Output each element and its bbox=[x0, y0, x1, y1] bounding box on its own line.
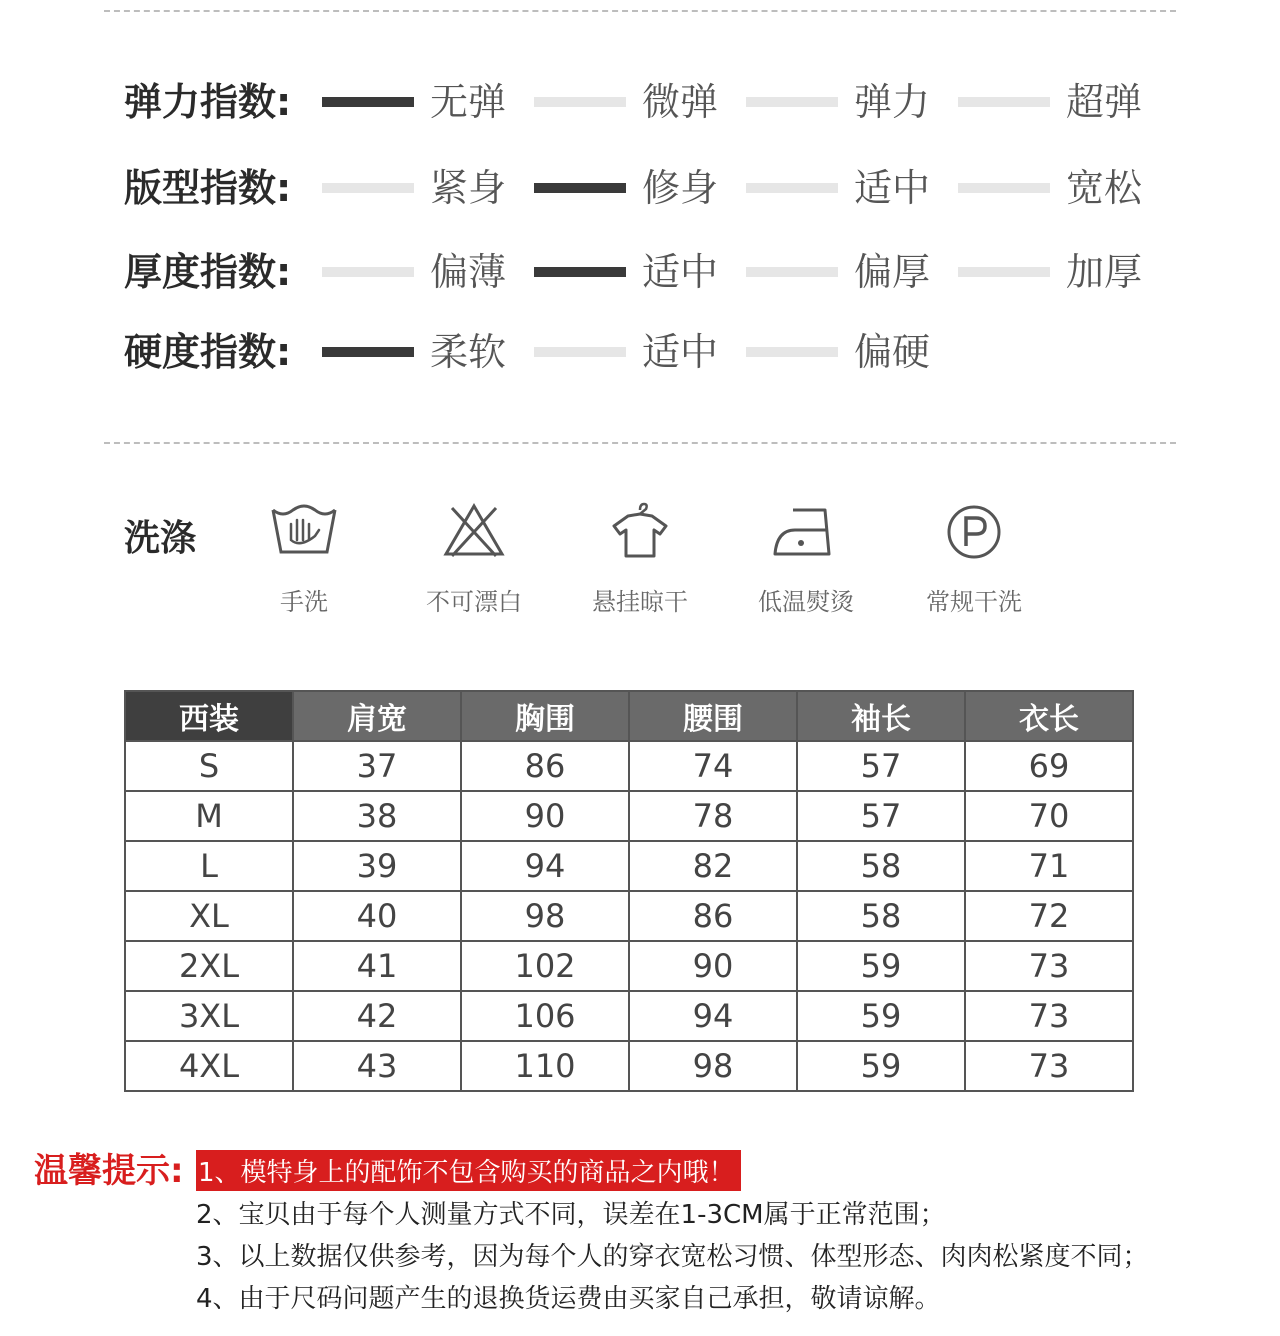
size-value-cell: 57 bbox=[797, 791, 965, 841]
wash-no-bleach bbox=[404, 500, 544, 617]
index-bar bbox=[322, 97, 414, 107]
index-bar bbox=[746, 267, 838, 277]
index-bar bbox=[534, 347, 626, 357]
index-bar bbox=[534, 183, 626, 193]
size-value-cell: 70 bbox=[965, 791, 1133, 841]
size-value-cell: 38 bbox=[293, 791, 461, 841]
table-row bbox=[125, 841, 1133, 891]
size-header-cell: 腰围 bbox=[629, 691, 797, 741]
index-bar bbox=[746, 347, 838, 357]
index-option-label: 适中 bbox=[642, 250, 719, 294]
hang-dry-icon bbox=[608, 500, 672, 560]
size-value-cell: 94 bbox=[629, 991, 797, 1041]
size-header-cell: 袖长 bbox=[797, 691, 965, 741]
size-value-cell: 72 bbox=[965, 891, 1133, 941]
size-value-cell: 86 bbox=[461, 741, 629, 791]
size-label-cell: 4XL bbox=[125, 1041, 293, 1091]
index-label: 厚度指数: bbox=[124, 250, 292, 294]
table-row bbox=[125, 891, 1133, 941]
tip-item: 2、宝贝由于每个人测量方式不同，误差在1-3CM属于正常范围； bbox=[196, 1200, 946, 1230]
index-option bbox=[534, 330, 746, 374]
index-option-label: 无弹 bbox=[430, 80, 507, 124]
index-bar bbox=[534, 97, 626, 107]
index-bar bbox=[534, 267, 626, 277]
size-value-cell: 98 bbox=[461, 891, 629, 941]
size-header-cell: 肩宽 bbox=[293, 691, 461, 741]
tip-item: 1、模特身上的配饰不包含购买的商品之内哦！ bbox=[196, 1150, 741, 1191]
index-bar bbox=[746, 97, 838, 107]
size-value-cell: 78 bbox=[629, 791, 797, 841]
size-value-cell: 71 bbox=[965, 841, 1133, 891]
wash-label: 低温熨烫 bbox=[758, 588, 854, 616]
size-value-cell: 74 bbox=[629, 741, 797, 791]
index-option bbox=[322, 166, 534, 210]
index-option-label: 适中 bbox=[854, 166, 931, 210]
size-value-cell: 39 bbox=[293, 841, 461, 891]
dry-clean-p-icon bbox=[944, 500, 1004, 560]
index-bar bbox=[746, 183, 838, 193]
size-value-cell: 69 bbox=[965, 741, 1133, 791]
index-option bbox=[958, 80, 1170, 124]
index-option-label: 柔软 bbox=[430, 330, 507, 374]
table-row bbox=[125, 791, 1133, 841]
table-row bbox=[125, 1041, 1133, 1091]
wash-label: 悬挂晾干 bbox=[592, 588, 688, 616]
index-option-label: 紧身 bbox=[430, 166, 507, 210]
middle-divider bbox=[104, 442, 1176, 444]
wash-title: 洗涤 bbox=[124, 518, 197, 559]
table-row bbox=[125, 941, 1133, 991]
size-value-cell: 86 bbox=[629, 891, 797, 941]
size-value-cell: 98 bbox=[629, 1041, 797, 1091]
size-value-cell: 102 bbox=[461, 941, 629, 991]
top-divider bbox=[104, 10, 1176, 12]
table-row bbox=[125, 741, 1133, 791]
index-option-label: 弹力 bbox=[854, 80, 931, 124]
wash-dry-clean bbox=[904, 500, 1044, 617]
index-bar bbox=[322, 267, 414, 277]
index-bar bbox=[322, 183, 414, 193]
index-option bbox=[746, 250, 958, 294]
index-option-label: 修身 bbox=[642, 166, 719, 210]
index-option-label: 偏厚 bbox=[854, 250, 931, 294]
hand-wash-icon bbox=[269, 500, 339, 560]
size-value-cell: 59 bbox=[797, 991, 965, 1041]
index-option bbox=[322, 250, 534, 294]
index-option bbox=[534, 80, 746, 124]
index-label: 硬度指数: bbox=[124, 330, 292, 374]
size-value-cell: 42 bbox=[293, 991, 461, 1041]
index-option bbox=[746, 80, 958, 124]
index-option-label: 宽松 bbox=[1066, 166, 1143, 210]
size-value-cell: 43 bbox=[293, 1041, 461, 1091]
size-label-cell: L bbox=[125, 841, 293, 891]
size-label-cell: 3XL bbox=[125, 991, 293, 1041]
wash-hang-dry bbox=[570, 500, 710, 617]
size-value-cell: 94 bbox=[461, 841, 629, 891]
size-value-cell: 82 bbox=[629, 841, 797, 891]
size-value-cell: 57 bbox=[797, 741, 965, 791]
size-header-cell: 西装 bbox=[125, 691, 293, 741]
wash-label: 常规干洗 bbox=[926, 588, 1022, 616]
table-row bbox=[125, 991, 1133, 1041]
size-label-cell: 2XL bbox=[125, 941, 293, 991]
index-option bbox=[958, 250, 1170, 294]
index-label: 版型指数: bbox=[124, 166, 292, 210]
size-label-cell: M bbox=[125, 791, 293, 841]
wash-low-temp-iron bbox=[736, 500, 876, 617]
index-option-label: 偏薄 bbox=[430, 250, 507, 294]
index-option-label: 偏硬 bbox=[854, 330, 931, 374]
index-option bbox=[322, 80, 534, 124]
size-value-cell: 40 bbox=[293, 891, 461, 941]
size-value-cell: 41 bbox=[293, 941, 461, 991]
size-value-cell: 106 bbox=[461, 991, 629, 1041]
index-option bbox=[746, 166, 958, 210]
index-option bbox=[746, 330, 958, 374]
wash-label: 手洗 bbox=[280, 588, 328, 616]
index-bar bbox=[958, 97, 1050, 107]
index-bar bbox=[958, 183, 1050, 193]
no-bleach-icon bbox=[442, 500, 506, 560]
size-value-cell: 73 bbox=[965, 991, 1133, 1041]
size-value-cell: 90 bbox=[461, 791, 629, 841]
tip-item: 3、以上数据仅供参考，因为每个人的穿衣宽松习惯、体型形态、肉肉松紧度不同； bbox=[196, 1242, 1149, 1272]
index-bar bbox=[322, 347, 414, 357]
index-bar bbox=[958, 267, 1050, 277]
size-value-cell: 90 bbox=[629, 941, 797, 991]
index-option-label: 适中 bbox=[642, 330, 719, 374]
low-temp-iron-icon bbox=[771, 500, 841, 560]
index-option-label: 微弹 bbox=[642, 80, 719, 124]
size-value-cell: 58 bbox=[797, 841, 965, 891]
index-option bbox=[322, 330, 534, 374]
index-option bbox=[958, 166, 1170, 210]
size-value-cell: 37 bbox=[293, 741, 461, 791]
index-option-label: 超弹 bbox=[1066, 80, 1143, 124]
index-option bbox=[534, 166, 746, 210]
index-label: 弹力指数: bbox=[124, 80, 292, 124]
size-value-cell: 58 bbox=[797, 891, 965, 941]
index-option-label: 加厚 bbox=[1066, 250, 1143, 294]
size-value-cell: 59 bbox=[797, 941, 965, 991]
size-value-cell: 110 bbox=[461, 1041, 629, 1091]
size-header-cell: 衣长 bbox=[965, 691, 1133, 741]
wash-label: 不可漂白 bbox=[426, 588, 522, 616]
size-table-header bbox=[125, 691, 1133, 741]
size-value-cell: 73 bbox=[965, 1041, 1133, 1091]
size-table bbox=[124, 690, 1134, 1092]
tips-title: 温馨提示: bbox=[34, 1151, 184, 1191]
size-label-cell: S bbox=[125, 741, 293, 791]
size-label-cell: XL bbox=[125, 891, 293, 941]
size-value-cell: 59 bbox=[797, 1041, 965, 1091]
size-value-cell: 73 bbox=[965, 941, 1133, 991]
tip-item: 4、由于尺码问题产生的退换货运费由买家自己承担，敬请谅解。 bbox=[196, 1284, 941, 1314]
wash-hand-wash bbox=[234, 500, 374, 617]
index-option bbox=[534, 250, 746, 294]
size-header-cell: 胸围 bbox=[461, 691, 629, 741]
